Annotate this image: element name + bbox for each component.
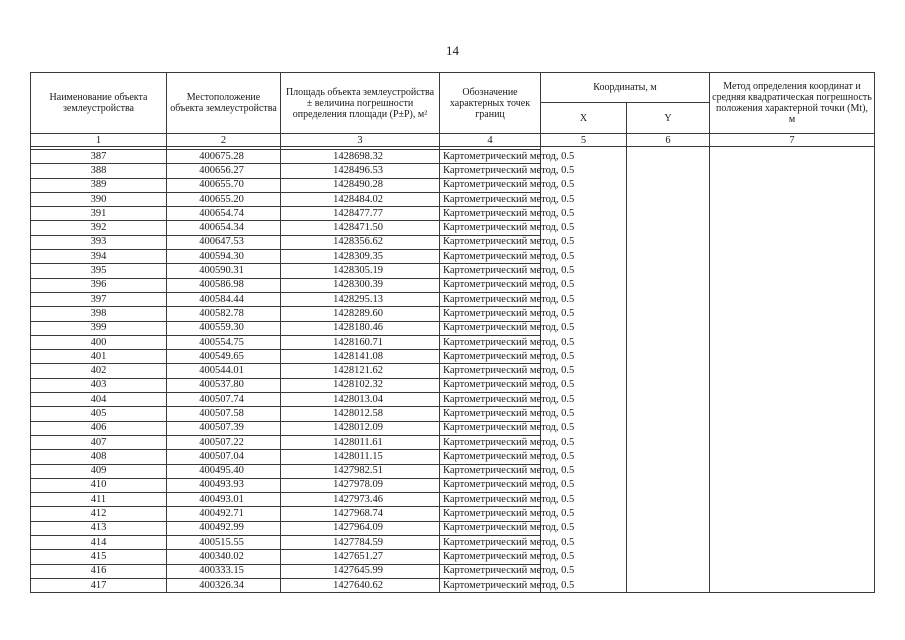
header-method: Метод определения координат и средняя квадратическая погрешность положения характерной точки (Mt), м — [710, 73, 875, 134]
column-number: 4 — [440, 134, 541, 147]
point-cell: 389 — [31, 178, 167, 192]
column-number: 7 — [710, 134, 875, 147]
x-cell: 400586.98 — [167, 278, 281, 292]
x-cell: 400647.53 — [167, 235, 281, 249]
method-cell: Картометрический метод, 0.5 — [440, 307, 541, 321]
method-cell: Картометрический метод, 0.5 — [440, 478, 541, 492]
y-cell: 1428477.77 — [281, 207, 440, 221]
method-cell: Картометрический метод, 0.5 — [440, 407, 541, 421]
method-cell: Картометрический метод, 0.5 — [440, 292, 541, 306]
x-cell: 400654.74 — [167, 207, 281, 221]
point-cell: 402 — [31, 364, 167, 378]
method-cell: Картометрический метод, 0.5 — [440, 507, 541, 521]
y-cell: 1428309.35 — [281, 250, 440, 264]
method-cell: Картометрический метод, 0.5 — [440, 564, 541, 578]
y-cell: 1427978.09 — [281, 478, 440, 492]
method-cell: Картометрический метод, 0.5 — [440, 278, 541, 292]
y-cell: 1427651.27 — [281, 550, 440, 564]
x-cell: 400326.34 — [167, 578, 281, 592]
y-cell: 1427784.59 — [281, 536, 440, 550]
x-cell: 400655.20 — [167, 192, 281, 206]
point-cell: 405 — [31, 407, 167, 421]
method-cell: Картометрический метод, 0.5 — [440, 550, 541, 564]
method-cell: Картометрический метод, 0.5 — [440, 264, 541, 278]
y-cell: 1428180.46 — [281, 321, 440, 335]
x-cell: 400493.01 — [167, 493, 281, 507]
y-cell: 1428160.71 — [281, 335, 440, 349]
point-cell: 397 — [31, 292, 167, 306]
x-cell: 400507.58 — [167, 407, 281, 421]
x-cell: 400537.80 — [167, 378, 281, 392]
point-cell: 415 — [31, 550, 167, 564]
method-cell: Картометрический метод, 0.5 — [440, 221, 541, 235]
method-cell: Картометрический метод, 0.5 — [440, 235, 541, 249]
location-cell — [627, 147, 710, 593]
point-cell: 416 — [31, 564, 167, 578]
point-cell: 409 — [31, 464, 167, 478]
x-cell: 400590.31 — [167, 264, 281, 278]
point-cell: 406 — [31, 421, 167, 435]
x-cell: 400340.02 — [167, 550, 281, 564]
method-cell: Картометрический метод, 0.5 — [440, 421, 541, 435]
x-cell: 400675.28 — [167, 150, 281, 164]
page-number: 14 — [446, 43, 459, 58]
y-cell: 1428012.09 — [281, 421, 440, 435]
y-cell: 1428490.28 — [281, 178, 440, 192]
y-cell: 1428300.39 — [281, 278, 440, 292]
x-cell: 400554.75 — [167, 335, 281, 349]
y-cell: 1428305.19 — [281, 264, 440, 278]
column-numbers-row — [31, 134, 875, 147]
y-cell: 1428011.61 — [281, 435, 440, 449]
method-cell: Картометрический метод, 0.5 — [440, 178, 541, 192]
method-cell: Картометрический метод, 0.5 — [440, 207, 541, 221]
point-cell: 413 — [31, 521, 167, 535]
method-cell: Картометрический метод, 0.5 — [440, 521, 541, 535]
point-cell: 400 — [31, 335, 167, 349]
method-cell: Картометрический метод, 0.5 — [440, 378, 541, 392]
method-cell: Картометрический метод, 0.5 — [440, 464, 541, 478]
x-cell: 400507.74 — [167, 393, 281, 407]
point-cell: 410 — [31, 478, 167, 492]
x-cell: 400584.44 — [167, 292, 281, 306]
y-cell: 1428471.50 — [281, 221, 440, 235]
y-cell: 1428295.13 — [281, 292, 440, 306]
header-area: Площадь объекта землеустройства ± величина погрешности определения площади (P±P), м² — [281, 73, 440, 134]
y-cell: 1428011.15 — [281, 450, 440, 464]
point-cell: 388 — [31, 164, 167, 178]
method-cell: Картометрический метод, 0.5 — [440, 450, 541, 464]
x-cell: 400495.40 — [167, 464, 281, 478]
method-cell: Картометрический метод, 0.5 — [440, 393, 541, 407]
y-cell: 1428484.02 — [281, 192, 440, 206]
y-cell: 1427645.99 — [281, 564, 440, 578]
y-cell: 1428012.58 — [281, 407, 440, 421]
header-x: X — [541, 103, 627, 134]
x-cell: 400582.78 — [167, 307, 281, 321]
x-cell: 400507.39 — [167, 421, 281, 435]
x-cell: 400559.30 — [167, 321, 281, 335]
method-cell: Картометрический метод, 0.5 — [440, 578, 541, 592]
x-cell: 400507.04 — [167, 450, 281, 464]
x-cell: 400493.93 — [167, 478, 281, 492]
y-cell: 1428496.53 — [281, 164, 440, 178]
y-cell: 1427982.51 — [281, 464, 440, 478]
header-object-name: Наименование объекта землеустройства — [31, 73, 167, 134]
point-cell: 396 — [31, 278, 167, 292]
column-number: 3 — [281, 134, 440, 147]
method-cell: Картометрический метод, 0.5 — [440, 250, 541, 264]
point-cell: 401 — [31, 350, 167, 364]
point-cell: 394 — [31, 250, 167, 264]
x-cell: 400655.70 — [167, 178, 281, 192]
header-coordinates: Координаты, м — [541, 73, 710, 103]
x-cell: 400544.01 — [167, 364, 281, 378]
y-cell: 1428102.32 — [281, 378, 440, 392]
point-cell: 387 — [31, 150, 167, 164]
x-cell: 400492.71 — [167, 507, 281, 521]
y-cell: 1427968.74 — [281, 507, 440, 521]
point-cell: 398 — [31, 307, 167, 321]
method-cell: Картометрический метод, 0.5 — [440, 321, 541, 335]
y-cell: 1428289.60 — [281, 307, 440, 321]
point-cell: 399 — [31, 321, 167, 335]
method-cell: Картометрический метод, 0.5 — [440, 150, 541, 164]
area-cell — [710, 147, 875, 593]
point-cell: 407 — [31, 435, 167, 449]
point-cell: 404 — [31, 393, 167, 407]
column-number: 2 — [167, 134, 281, 147]
table-body — [31, 147, 875, 593]
point-cell: 403 — [31, 378, 167, 392]
y-cell: 1428121.62 — [281, 364, 440, 378]
method-cell: Картометрический метод, 0.5 — [440, 192, 541, 206]
y-cell: 1428356.62 — [281, 235, 440, 249]
y-cell: 1427640.62 — [281, 578, 440, 592]
x-cell: 400654.34 — [167, 221, 281, 235]
x-cell: 400333.15 — [167, 564, 281, 578]
y-cell: 1428013.04 — [281, 393, 440, 407]
point-cell: 393 — [31, 235, 167, 249]
y-cell: 1428141.08 — [281, 350, 440, 364]
x-cell: 400549.65 — [167, 350, 281, 364]
column-number: 6 — [627, 134, 710, 147]
method-cell: Картометрический метод, 0.5 — [440, 164, 541, 178]
point-cell: 392 — [31, 221, 167, 235]
x-cell: 400507.22 — [167, 435, 281, 449]
y-cell: 1428698.32 — [281, 150, 440, 164]
x-cell: 400594.30 — [167, 250, 281, 264]
point-cell: 411 — [31, 493, 167, 507]
point-cell: 390 — [31, 192, 167, 206]
method-cell: Картометрический метод, 0.5 — [440, 335, 541, 349]
point-cell: 417 — [31, 578, 167, 592]
point-cell: 395 — [31, 264, 167, 278]
x-cell: 400492.99 — [167, 521, 281, 535]
method-cell: Картометрический метод, 0.5 — [440, 435, 541, 449]
method-cell: Картометрический метод, 0.5 — [440, 364, 541, 378]
column-number: 1 — [31, 134, 167, 147]
point-cell: 408 — [31, 450, 167, 464]
y-cell: 1427973.46 — [281, 493, 440, 507]
point-cell: 414 — [31, 536, 167, 550]
header-location: Местоположение объекта землеустройства — [167, 73, 281, 134]
column-number: 5 — [541, 134, 627, 147]
header-y: Y — [627, 103, 710, 134]
x-cell: 400656.27 — [167, 164, 281, 178]
point-cell: 412 — [31, 507, 167, 521]
method-cell: Картометрический метод, 0.5 — [440, 350, 541, 364]
point-cell: 391 — [31, 207, 167, 221]
y-cell: 1427964.09 — [281, 521, 440, 535]
method-cell: Картометрический метод, 0.5 — [440, 536, 541, 550]
coordinates-table — [30, 72, 875, 593]
method-cell: Картометрический метод, 0.5 — [440, 493, 541, 507]
x-cell: 400515.55 — [167, 536, 281, 550]
header-point-designation: Обозначение характерных точек границ — [440, 73, 541, 134]
